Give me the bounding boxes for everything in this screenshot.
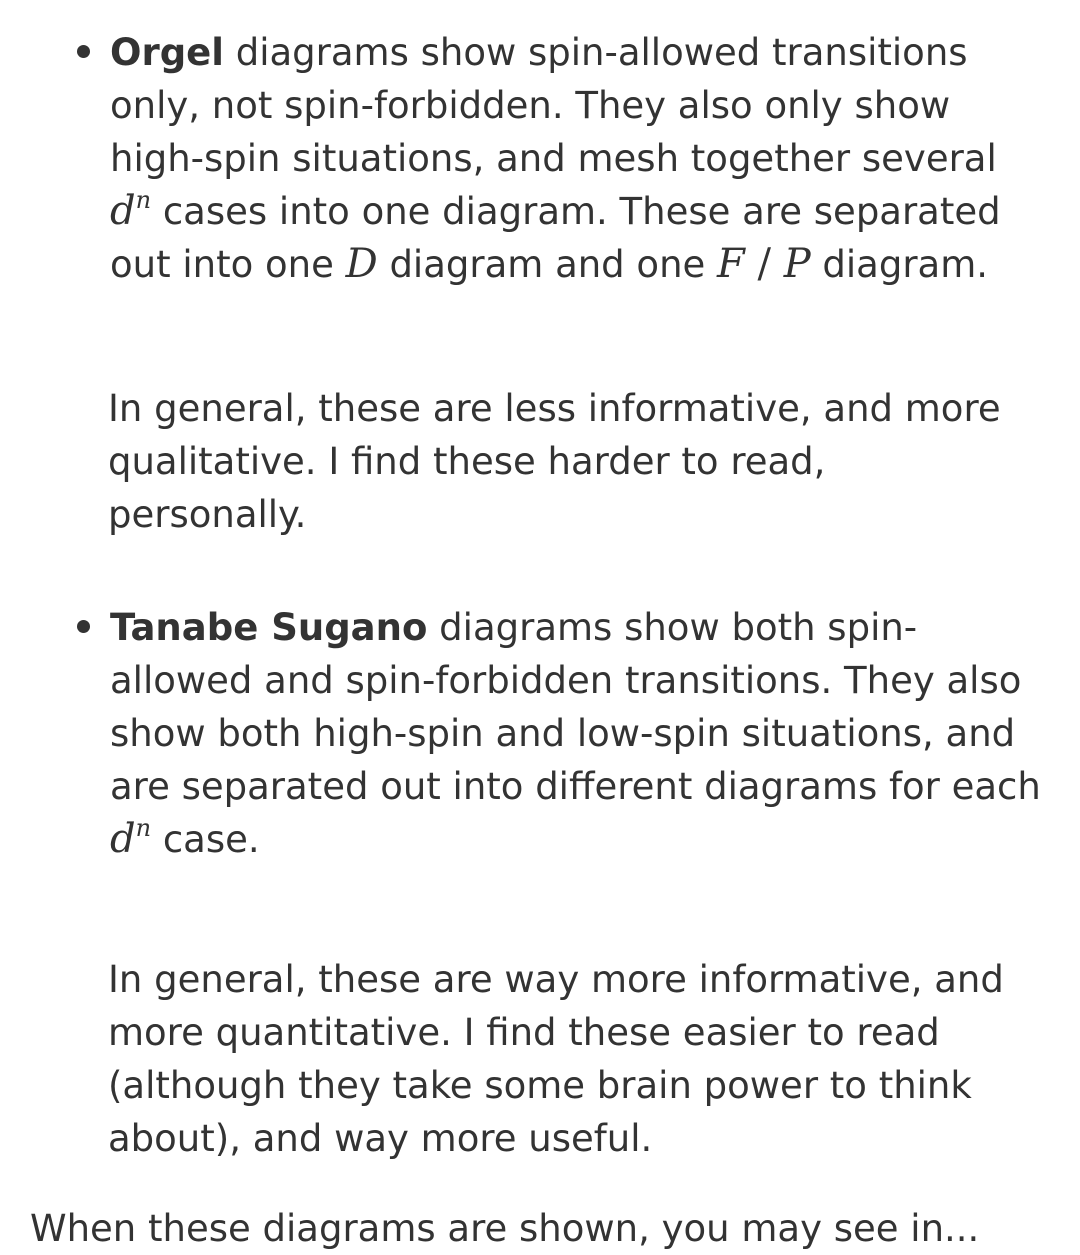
orgel-term: Orgel — [110, 31, 224, 74]
tanabe-line-3: show both high-spin and low-spin situations, and — [110, 712, 1016, 755]
tanabe-line-5 — [110, 813, 1050, 866]
tanabe-note-paragraph — [108, 953, 1048, 1165]
math-d-2: d — [110, 816, 136, 862]
orgel-note-line-3: personally. — [108, 493, 307, 536]
orgel-note-line-2: qualitative. I find these harder to read, — [108, 440, 826, 483]
list-item-orgel — [110, 26, 1050, 291]
bullet-dot-tanabe — [77, 620, 90, 633]
tanabe-text-1: diagrams show both spin- — [427, 606, 918, 649]
math-n: n — [135, 186, 152, 214]
tanabe-term: Tanabe Sugano — [110, 606, 428, 649]
tanabe-text-5: case. — [151, 818, 260, 861]
orgel-line-4 — [110, 185, 1050, 238]
math-dn-2 — [110, 816, 151, 862]
orgel-note-paragraph — [108, 382, 1048, 541]
math-dn — [110, 188, 151, 234]
tanabe-note-line-4: about), and way more useful. — [108, 1117, 653, 1160]
tanabe-line-1 — [110, 601, 1050, 654]
tanabe-line-4: are separated out into different diagrams for each — [110, 765, 1041, 808]
orgel-line-3: high-spin situations, and mesh together several — [110, 137, 997, 180]
orgel-text-1: diagrams show spin-allowed transitions — [223, 31, 968, 74]
math-slash: / — [744, 241, 784, 287]
tanabe-line-2: allowed and spin-forbidden transitions. They also — [110, 659, 1022, 702]
orgel-text-5a: out into one — [110, 243, 346, 286]
tanabe-note-line-2: more quantitative. I find these easier to read — [108, 1011, 940, 1054]
math-d: d — [110, 188, 136, 234]
math-F: F — [717, 241, 745, 287]
cutoff-text: When these diagrams are shown, you may see in... — [30, 1207, 980, 1250]
cutoff-next-paragraph — [30, 1207, 1060, 1250]
bullet-dot-orgel — [77, 45, 90, 58]
orgel-text-5b: diagram and one — [377, 243, 718, 286]
math-D: D — [345, 241, 378, 287]
math-n-2: n — [135, 814, 152, 842]
list-item-tanabe-sugano — [110, 601, 1050, 866]
math-P: P — [783, 241, 811, 287]
orgel-note-line-1: In general, these are less informative, and more — [108, 387, 1001, 430]
tanabe-note-line-1: In general, these are way more informative, and — [108, 958, 1004, 1001]
tanabe-note-line-3: (although they take some brain power to think — [108, 1064, 972, 1107]
orgel-line-2: only, not spin-forbidden. They also only show — [110, 84, 951, 127]
orgel-text-5c: diagram. — [810, 243, 989, 286]
orgel-line-5 — [110, 238, 1050, 291]
orgel-text-4: cases into one diagram. These are separated — [151, 190, 1001, 233]
orgel-line-1 — [110, 26, 1050, 79]
